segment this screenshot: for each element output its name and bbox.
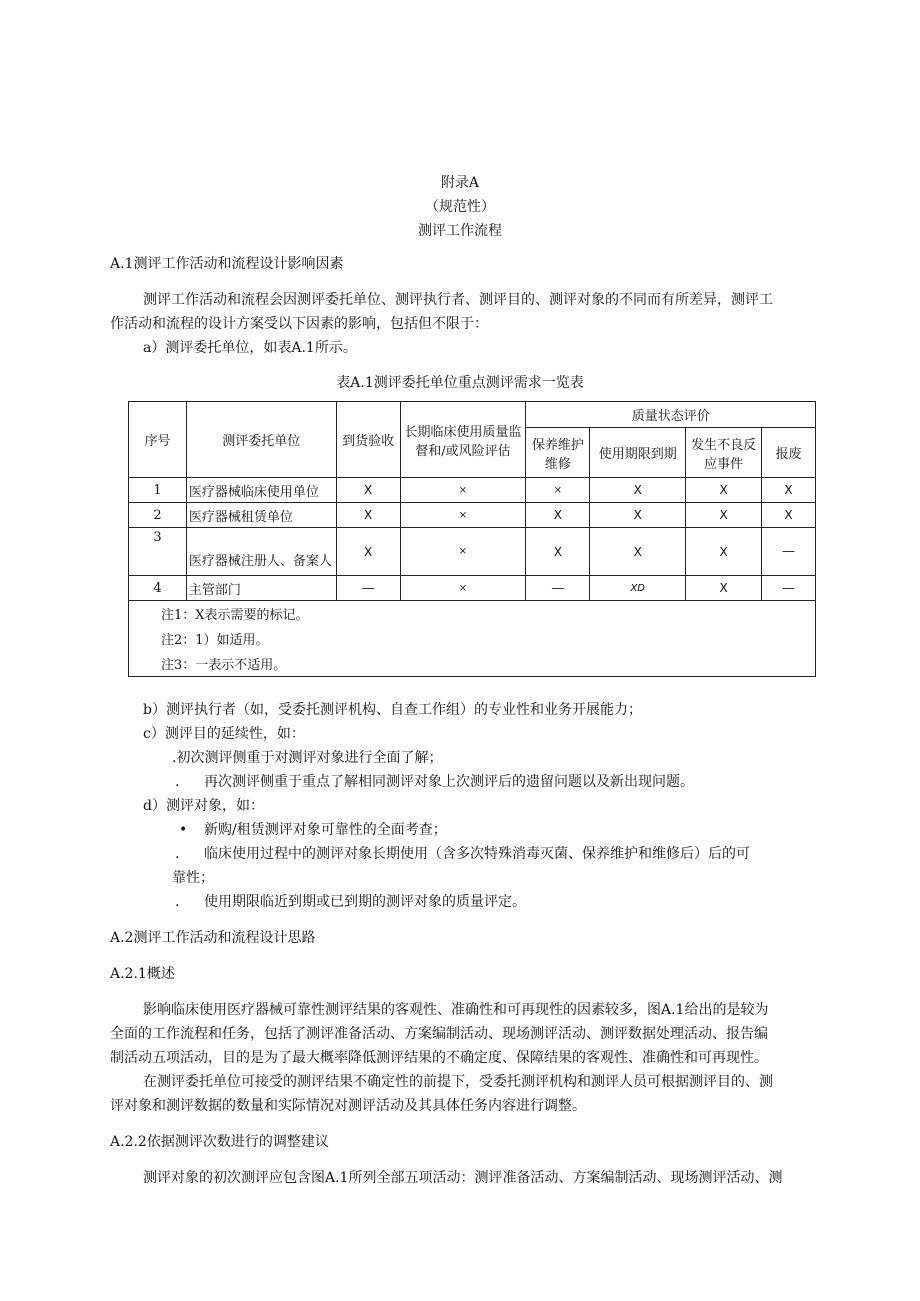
normative-label: （规范性） <box>425 199 495 215</box>
cell-expiry: X <box>590 503 686 528</box>
row-seq: 3 <box>129 528 187 576</box>
sub-item: 新购/租赁测评对象可靠性的全面考查； <box>204 822 447 838</box>
sub-item: .初次测评侧重于对测评对象进行全面了解； <box>172 750 443 766</box>
list-item-b: b）测评执行者（如，受委托测评机构、自查工作组）的专业性和业务开展能力； <box>143 702 642 718</box>
header-maintenance-line2: 维修 <box>544 456 571 472</box>
cell-adverse: X <box>686 528 762 576</box>
bullet: . <box>175 846 180 862</box>
paragraph-line: 制活动五项活动，目的是为了最大概率降低测评结果的不确定度、保障结果的客观性、准确性和可再现性。 <box>110 1050 768 1066</box>
row-unit: 医疗器械注册人、备案人 <box>186 528 336 576</box>
row-unit: 主管部门 <box>186 576 336 601</box>
cell-maintenance: X <box>526 503 590 528</box>
section-a22-title: A.2.2依据测评次数进行的调整建议 <box>110 1134 329 1150</box>
appendix-label: 附录A <box>440 175 480 191</box>
header-maintenance-line1: 保养维护 <box>531 437 584 453</box>
paragraph-line: 评对象和测评数据的数量和实际情况对测评活动及其具体任务内容进行调整。 <box>110 1098 586 1114</box>
table-row <box>129 478 816 503</box>
paragraph-line: 测评工作活动和流程会因测评委托单位、测评执行者、测评目的、测评对象的不同而有所差异，测评工 <box>143 292 773 308</box>
cell-scrap: X <box>762 503 816 528</box>
header-expiry: 使用期限到期 <box>590 428 686 478</box>
header-longterm-line2: 督和/或风险评估 <box>415 443 511 459</box>
section-a2-title: A.2测评工作活动和流程设计思路 <box>110 930 316 946</box>
header-maintenance <box>526 428 590 478</box>
header-adverse <box>686 428 762 478</box>
cell-maintenance: — <box>526 576 590 601</box>
cell-acceptance: X <box>336 528 400 576</box>
sub-item: 临床使用过程中的测评对象长期使用（含多次特殊消毒灭菌、保养维护和维修后）后的可 <box>204 846 750 862</box>
cell-longterm: × <box>400 503 526 528</box>
cell-longterm: × <box>400 478 526 503</box>
bullet: . <box>175 774 180 790</box>
table-row <box>129 576 816 601</box>
paragraph-line: 在测评委托单位可接受的测评结果不确定性的前提下，受委托测评机构和测评人员可根据测评目的、测 <box>143 1074 773 1090</box>
sub-item: 再次测评侧重于重点了解相同测评对象上次测评后的遗留问题以及新出现问题。 <box>204 774 694 790</box>
cell-scrap: — <box>762 576 816 601</box>
row-seq: 4 <box>129 576 187 601</box>
list-item-a: a）测评委托单位，如表A.1所示。 <box>143 340 357 356</box>
table-note: 注3：一表示不适用。 <box>129 651 816 677</box>
paragraph-line: 全面的工作流程和任务，包括了测评准备活动、方案编制活动、现场测评活动、测评数据处理活动、报告编 <box>110 1026 768 1042</box>
cell-maintenance: × <box>526 478 590 503</box>
row-seq: 2 <box>129 503 187 528</box>
section-a21-title: A.2.1概述 <box>110 966 175 982</box>
cell-acceptance: X <box>336 478 400 503</box>
cell-adverse: X <box>686 478 762 503</box>
row-unit: 医疗器械租赁单位 <box>186 503 336 528</box>
sub-item-continuation: 靠性； <box>172 870 214 886</box>
table-note: 注2：1）如适用。 <box>129 626 816 651</box>
bullet: . <box>175 894 180 910</box>
header-seq: 序号 <box>129 402 187 478</box>
cell-expiry: XD <box>590 576 686 601</box>
header-adverse-line1: 发生不良反 <box>691 437 757 453</box>
header-longterm <box>400 402 526 478</box>
cell-maintenance: X <box>526 528 590 576</box>
cell-adverse: X <box>686 503 762 528</box>
cell-scrap: X <box>762 478 816 503</box>
header-adverse-line2: 应事件 <box>704 456 744 472</box>
cell-expiry: X <box>590 478 686 503</box>
section-a1-title: A.1测评工作活动和流程设计影响因素 <box>110 256 344 272</box>
bullet: • <box>179 822 188 838</box>
list-item-c: c）测评目的延续性，如： <box>143 726 305 742</box>
header-unit: 测评委托单位 <box>186 402 336 478</box>
appendix-title: 测评工作流程 <box>418 223 502 239</box>
cell-acceptance: — <box>336 576 400 601</box>
header-quality: 质量状态评价 <box>526 402 816 428</box>
row-seq: 1 <box>129 478 187 503</box>
row-unit: 医疗器械临床使用单位 <box>186 478 336 503</box>
cell-acceptance: X <box>336 503 400 528</box>
header-scrap: 报废 <box>762 428 816 478</box>
header-acceptance: 到货验收 <box>336 402 400 478</box>
list-item-d: d）测评对象，如： <box>143 798 264 814</box>
paragraph-line: 作活动和流程的设计方案受以下因素的影响，包括但不限于： <box>110 316 488 332</box>
table-row <box>129 503 816 528</box>
cell-expiry: X <box>590 528 686 576</box>
cell-longterm: × <box>400 576 526 601</box>
paragraph-line: 测评对象的初次测评应包含图A.1所列全部五项活动：测评准备活动、方案编制活动、现场测评活动、测 <box>143 1170 783 1186</box>
cell-scrap: — <box>762 528 816 576</box>
table-caption: 表A.1测评委托单位重点测评需求一览表 <box>336 375 584 391</box>
cell-adverse: X <box>686 576 762 601</box>
cell-longterm: × <box>400 528 526 576</box>
sub-item: 使用期限临近到期或已到期的测评对象的质量评定。 <box>204 894 526 910</box>
requirements-table <box>128 401 816 677</box>
table-row <box>129 528 816 576</box>
table-note: 注1：X表示需要的标记。 <box>129 601 816 627</box>
paragraph-line: 影响临床使用医疗器械可靠性测评结果的客观性、准确性和可再现性的因素较多，图A.1给出的是较为 <box>143 1002 769 1018</box>
header-longterm-line1: 长期临床使用质量监 <box>404 424 522 440</box>
